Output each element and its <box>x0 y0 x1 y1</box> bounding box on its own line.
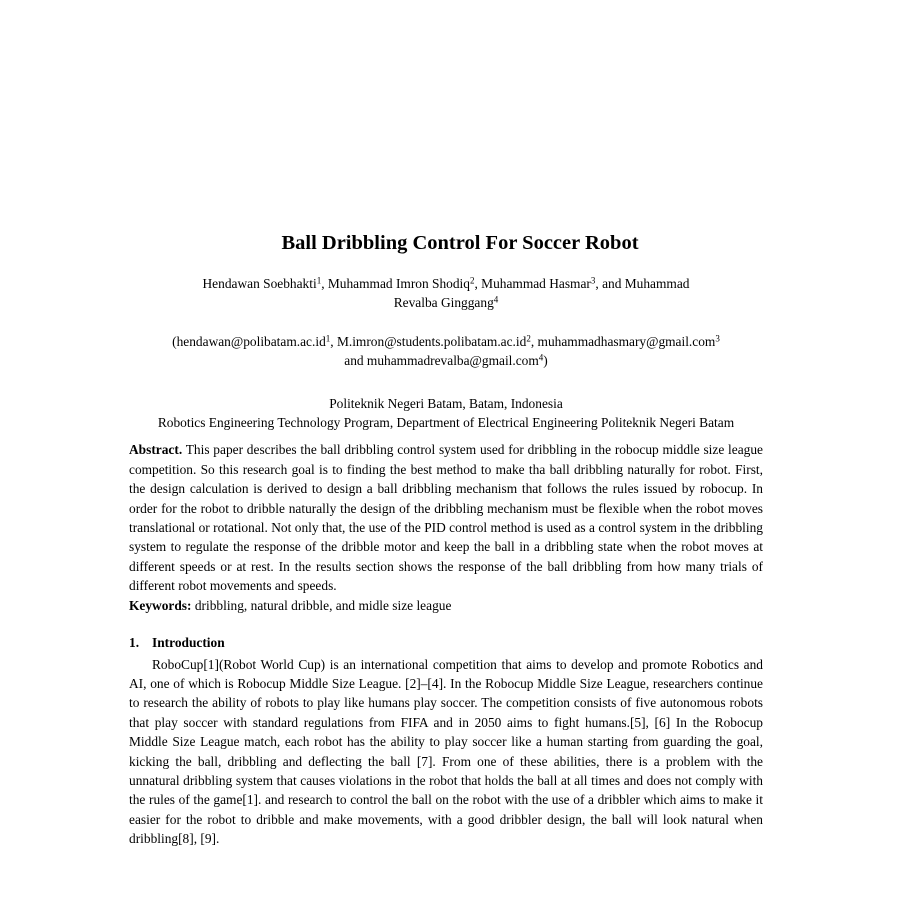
email-4-mark: 4 <box>538 352 544 363</box>
section-1-number: 1. <box>129 635 140 651</box>
author-3: , Muhammad Hasmar <box>474 276 591 291</box>
email-4: and muhammadrevalba@gmail.com <box>344 353 539 369</box>
author-2-affiliation-mark: 2 <box>469 275 475 286</box>
email-1: (hendawan@polibatam.ac.id <box>172 333 326 349</box>
abstract-label: Abstract. <box>129 442 183 458</box>
author-list <box>129 274 763 313</box>
author-line-1 <box>129 274 763 293</box>
email-2: , M.imron@students.polibatam.ac.id <box>330 333 527 349</box>
email-2-mark: 2 <box>526 333 531 344</box>
author-1: Hendawan Soebhakti <box>202 276 317 291</box>
author-line-2 <box>129 293 763 312</box>
paper-title: Ball Dribbling Control For Soccer Robot <box>281 232 639 254</box>
email-1-mark: 1 <box>325 333 331 344</box>
keywords-line <box>129 596 763 615</box>
author-4-name: Revalba Ginggang <box>393 295 494 311</box>
email-3: , muhammadhasmary@gmail.com <box>530 333 716 349</box>
keywords-text: dribbling, natural dribble, and midle size league <box>191 597 452 613</box>
author-4-part: , and Muhammad <box>595 276 690 291</box>
section-1-heading <box>129 633 763 652</box>
author-4-affiliation-mark: 4 <box>493 294 499 305</box>
email-line-1 <box>129 332 763 351</box>
paper-content <box>129 229 763 849</box>
email-list <box>129 332 763 371</box>
affiliation-block <box>129 394 763 433</box>
abstract-text: This paper describes the ball dribbling control system used for dribbling in the robocup middle size league competition. So this research goal is to finding the best method to make tha ball dribbling naturally for robot. First, the design calculation is derived to design a ball dribbling mechanism that follows the rules issued by robocup. In order for the robot to dribble naturally the design of the dribbling mechanism must be flexible when the robot moves translational or rotational. Not only that, the use of the PID control method is used as a control system in the dribbling system to regulate the response of the dribble motor and keep the ball in a dribbling state when the robot moves at different speeds or at rest. In the results section shows the response of the ball dribbling from how many trials of different robot movements and speeds. <box>129 442 763 594</box>
author-3-affiliation-mark: 3 <box>590 275 596 286</box>
email-3-mark: 3 <box>715 333 720 344</box>
keywords-label: Keywords: <box>129 597 192 613</box>
author-2: , Muhammad Imron Shodiq <box>321 276 470 291</box>
section-1-title: Introduction <box>152 635 225 651</box>
author-1-affiliation-mark: 1 <box>316 275 322 286</box>
email-line-2 <box>129 351 763 370</box>
affiliation-department: Robotics Engineering Technology Program, Department of Electrical Engineering Politeknik Negeri Batam <box>157 415 735 431</box>
affiliation-institution: Politeknik Negeri Batam, Batam, Indonesia <box>329 395 563 411</box>
abstract-paragraph <box>129 440 763 595</box>
email-closing-paren: ) <box>543 353 548 369</box>
introduction-paragraph: RoboCup[1](Robot World Cup) is an international competition that aims to develop and promote Robotics and AI, one of which is Robocup Middle Size League. [2]–[4]. In the Robocup Middle Size League, researchers continue to research the ability of robots to play like humans play soccer. The competition consists of five autonomous robots that play soccer with standard regulations from FIFA and in 2050 aims to fight humans.[5], [6] In the Robocup Middle Size League match, each robot has the ability to play soccer like a human starting from guarding the goal, kicking the ball, dribbling and deflecting the ball [7]. From one of these abilities, there is a problem with the unnatural dribbling system that causes violations in the robot that holds the ball at all times and does not comply with the rules of the game[1]. and research to control the ball on the robot with the use of a dribbler which aims to make it easier for the robot to dribble and make movements, with a good dribbler design, the ball will look natural when dribbling[8], [9]. <box>129 656 763 847</box>
